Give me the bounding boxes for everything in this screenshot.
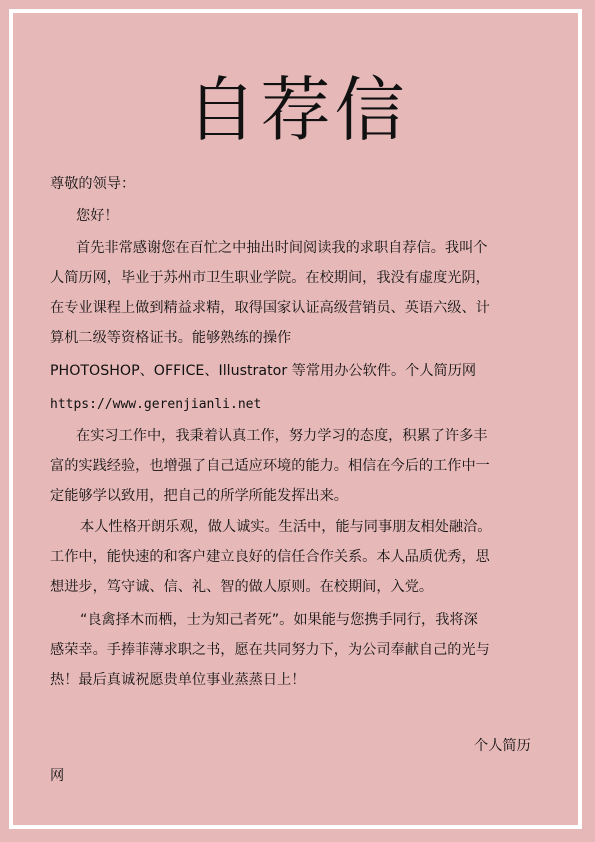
signature-line-1: 个人简历 [474, 738, 531, 754]
paragraph-3-line-1: 本人性格开朗乐观，做人诚实。生活中，能与同事朋友相处融洽。 [80, 519, 492, 535]
paragraph-4-line-3: 热！最后真诚祝愿贵单位事业蒸蒸日上！ [50, 672, 306, 688]
salutation: 尊敬的领导： [50, 176, 136, 192]
paragraph-1-line-2: 人简历网，毕业于苏州市卫生职业学院。在校期间，我没有虚度光阴， [50, 270, 490, 286]
paragraph-1-line-5: PHOTOSHOP、OFFICE、Illustrator 等常用办公软件。个人简历网 [50, 363, 477, 379]
paragraph-3-line-2: 工作中，能快速的和客户建立良好的信任合作关系。本人品质优秀，思 [50, 549, 490, 565]
letter-title: 自荐信 [186, 69, 409, 151]
paragraph-3-line-3: 想进步，笃守诚、信、礼、智的做人原则。在校期间，入党。 [50, 579, 434, 595]
paragraph-1-line-4: 算机二级等资格证书。能够熟练的操作 [50, 330, 292, 346]
signature-line-2: 网 [50, 768, 65, 784]
paragraph-1-line-3: 在专业课程上做到精益求精，取得国家认证高级营销员、英语六级、计 [50, 300, 490, 316]
paragraph-2-line-1: 在实习工作中，我秉着认真工作，努力学习的态度，积累了许多丰 [76, 428, 488, 444]
paragraph-2-line-3: 定能够学以致用，把自己的所学所能发挥出来。 [50, 488, 348, 504]
paragraph-4-line-2: 感荣幸。手捧菲薄求职之书，愿在共同努力下，为公司奉献自己的光与 [50, 642, 490, 658]
website-url: https://www.gerenjianli.net [50, 397, 262, 412]
paragraph-4-line-1: “良禽择木而栖，士为知己者死”。如果能与您携手同行，我将深 [80, 612, 478, 628]
greeting: 您好！ [76, 208, 119, 224]
paragraph-2-line-2: 富的实践经验，也增强了自己适应环境的能力。相信在今后的工作中一 [50, 458, 490, 474]
paragraph-1-line-1: 首先非常感谢您在百忙之中抽出时间阅读我的求职自荐信。我叫个 [76, 240, 488, 256]
